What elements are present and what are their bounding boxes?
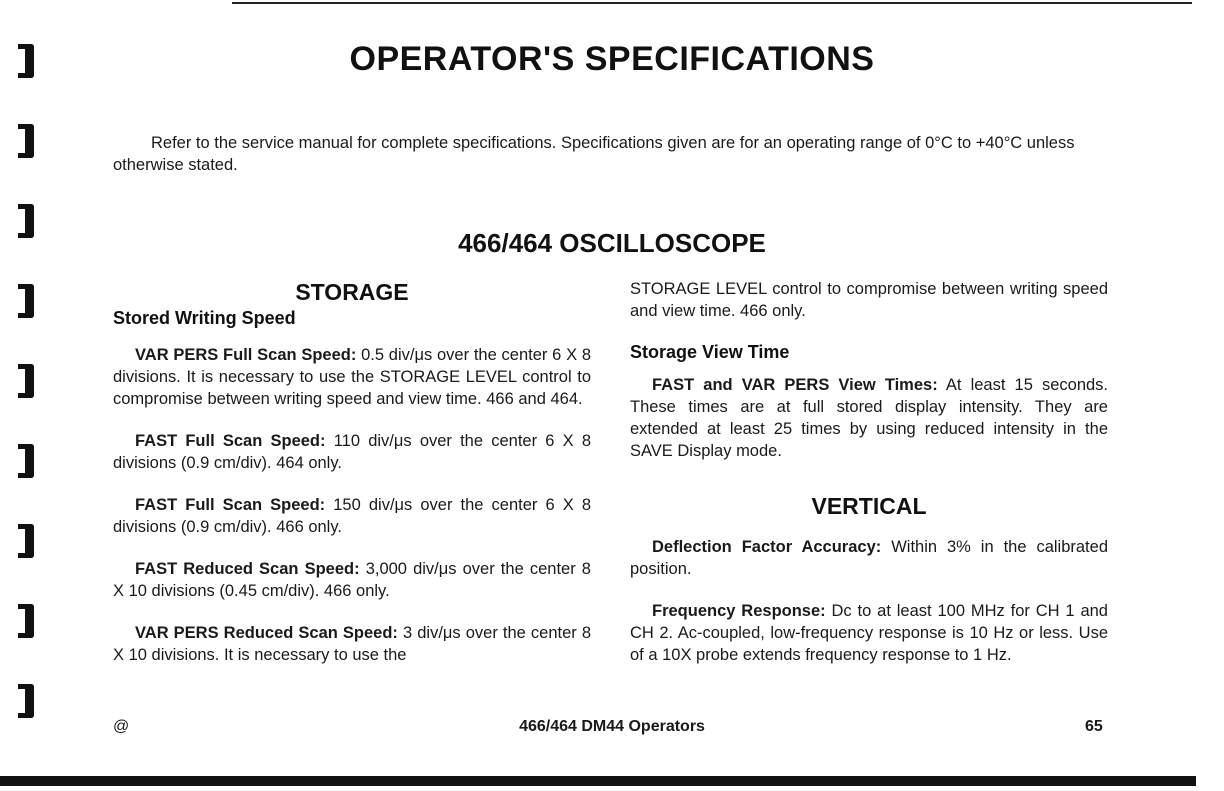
- binding-clips: [8, 40, 48, 740]
- spec-label: FAST Full Scan Speed:: [135, 496, 326, 514]
- spec-label: Frequency Response:: [652, 602, 826, 620]
- binding-clip-icon: [18, 684, 34, 718]
- binding-clip-icon: [18, 444, 34, 478]
- spec-text: At least 15 seconds. These times are at full stored display intensity. They are extended at least 25 times by using reduced intensity in the SAVE Display mode.: [630, 376, 1109, 460]
- spec-frequency-response: [630, 600, 1108, 666]
- footer-at-symbol: @: [113, 718, 130, 735]
- top-rule: [232, 2, 1192, 4]
- spec-var-pers-full-scan: [113, 344, 591, 410]
- spec-label: Deflection Factor Accuracy:: [652, 538, 882, 556]
- storage-view-time-heading: Storage View Time: [630, 342, 790, 362]
- spec-text: 0.5 div/μs over the center 6 X 8 divisions. It is necessary to use the STORAGE LEVEL control to compromise between writing speed and view time. 466 and 464.: [113, 346, 592, 408]
- spec-text: 3,000 div/μs over the center 8 X 10 divisions (0.45 cm/div). 466 only.: [113, 560, 591, 600]
- bottom-rule: [0, 776, 1196, 786]
- stored-writing-speed-heading: Stored Writing Speed: [113, 308, 296, 328]
- spec-label: FAST Full Scan Speed:: [135, 432, 326, 450]
- spec-label: VAR PERS Full Scan Speed:: [135, 346, 357, 364]
- right-column: [630, 278, 1108, 666]
- intro-paragraph: [113, 132, 1108, 176]
- binding-clip-icon: [18, 284, 34, 318]
- binding-clip-icon: [18, 364, 34, 398]
- binding-clip-icon: [18, 524, 34, 558]
- intro-text: Refer to the service manual for complete specifications. Specifications given are for an operating range of 0°C to +40°C unless otherwise stated.: [113, 134, 1075, 174]
- spec-fast-reduced-scan: [113, 558, 591, 602]
- binding-clip-icon: [18, 124, 34, 158]
- spec-view-times: [630, 374, 1108, 462]
- spec-label: VAR PERS Reduced Scan Speed:: [135, 624, 398, 642]
- page-title: OPERATOR'S SPECIFICATIONS: [349, 40, 875, 78]
- spec-text: Dc to at least 100 MHz for CH 1 and CH 2. Ac-coupled, low-frequency response is 10 Hz or less. Use of a 10X probe extends frequency response to 1 Hz.: [630, 602, 1108, 664]
- left-column: [113, 278, 591, 666]
- spec-label: FAST Reduced Scan Speed:: [135, 560, 360, 578]
- spec-deflection-factor: [630, 536, 1108, 580]
- spec-var-pers-reduced-scan: [113, 622, 591, 666]
- spec-fast-full-scan-466: [113, 494, 591, 538]
- spec-label: FAST and VAR PERS View Times:: [652, 376, 938, 394]
- storage-continued-text: STORAGE LEVEL control to compromise between writing speed and view time. 466 only.: [630, 280, 1108, 320]
- spec-text: 110 div/μs over the center 6 X 8 divisions (0.9 cm/div). 464 only.: [113, 432, 591, 472]
- storage-heading: STORAGE: [295, 279, 409, 305]
- spec-text: 3 div/μs over the center 8 X 10 divisions. It is necessary to use the: [113, 624, 592, 664]
- oscilloscope-heading: 466/464 OSCILLOSCOPE: [458, 228, 766, 258]
- vertical-heading: VERTICAL: [811, 493, 927, 519]
- spec-fast-full-scan-464: [113, 430, 591, 474]
- footer-manual-title: 466/464 DM44 Operators: [519, 718, 705, 735]
- spec-text: Within 3% in the calibrated position.: [630, 538, 1108, 578]
- spec-text: 150 div/μs over the center 6 X 8 divisions (0.9 cm/div). 466 only.: [113, 496, 591, 536]
- page-number: 65: [1085, 718, 1103, 735]
- binding-clip-icon: [18, 604, 34, 638]
